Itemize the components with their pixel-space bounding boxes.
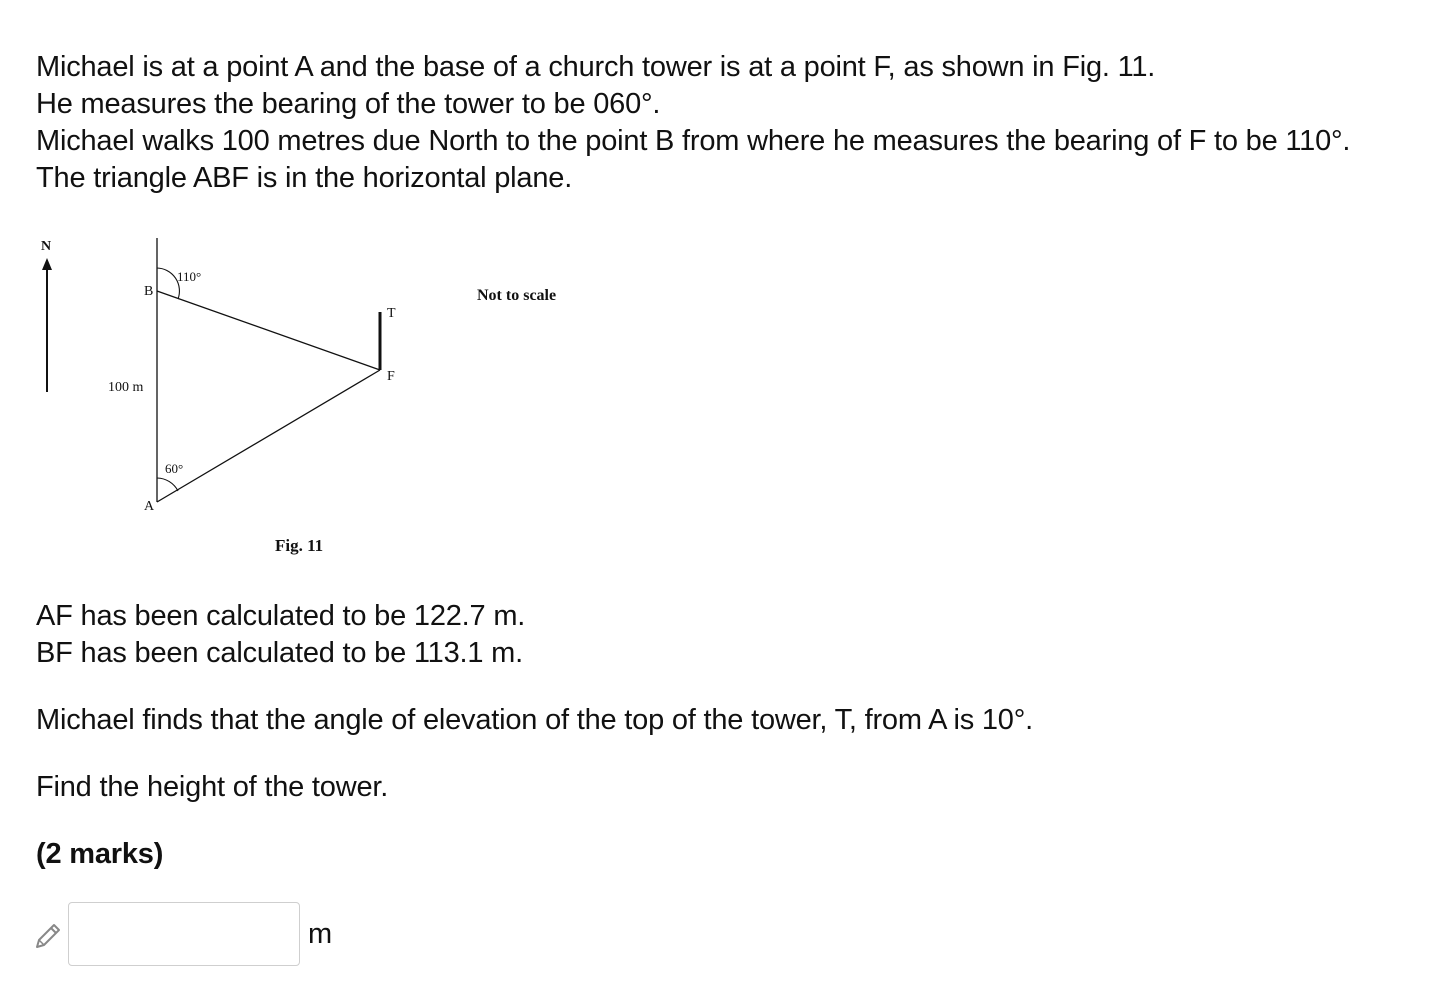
intro-line-1: Michael is at a point A and the base of a church tower is at a point F, as shown in Fig. 11. [36,51,1156,83]
intro-line-2: He measures the bearing of the tower to be 060°. [36,88,661,120]
answer-input[interactable] [68,902,300,966]
answer-row [30,902,390,968]
given-values [36,598,525,672]
answer-unit: m [308,918,333,950]
label-angle-b: 110° [177,269,202,284]
figure-11-diagram [0,225,620,570]
given-line-bf: BF has been calculated to be 113.1 m. [36,637,523,669]
side-af [157,370,380,502]
label-point-a: A [144,499,155,514]
given-line-af: AF has been calculated to be 122.7 m. [36,600,526,632]
question-intro [36,49,1350,197]
pencil-icon [32,920,64,952]
north-label: N [41,239,52,254]
not-to-scale-note: Not to scale [477,287,557,304]
intro-line-3: Michael walks 100 metres due North to the point B from where he measures the bearing of F to be 110°. [36,125,1351,157]
angle-arc-a [157,478,178,491]
task-statement: Find the height of the tower. [36,771,389,803]
label-point-f: F [387,369,395,384]
north-arrow [42,258,52,392]
label-angle-a: 60° [165,461,184,476]
intro-line-4: The triangle ABF is in the horizontal plane. [36,162,573,194]
marks-label: (2 marks) [36,838,164,870]
label-point-t: T [387,306,396,321]
label-point-b: B [144,284,154,299]
elevation-statement: Michael finds that the angle of elevation of the top of the tower, T, from A is 10°. [36,704,1033,736]
side-bf [157,291,380,370]
figure-caption: Fig. 11 [275,536,324,555]
label-side-ab: 100 m [108,380,144,395]
